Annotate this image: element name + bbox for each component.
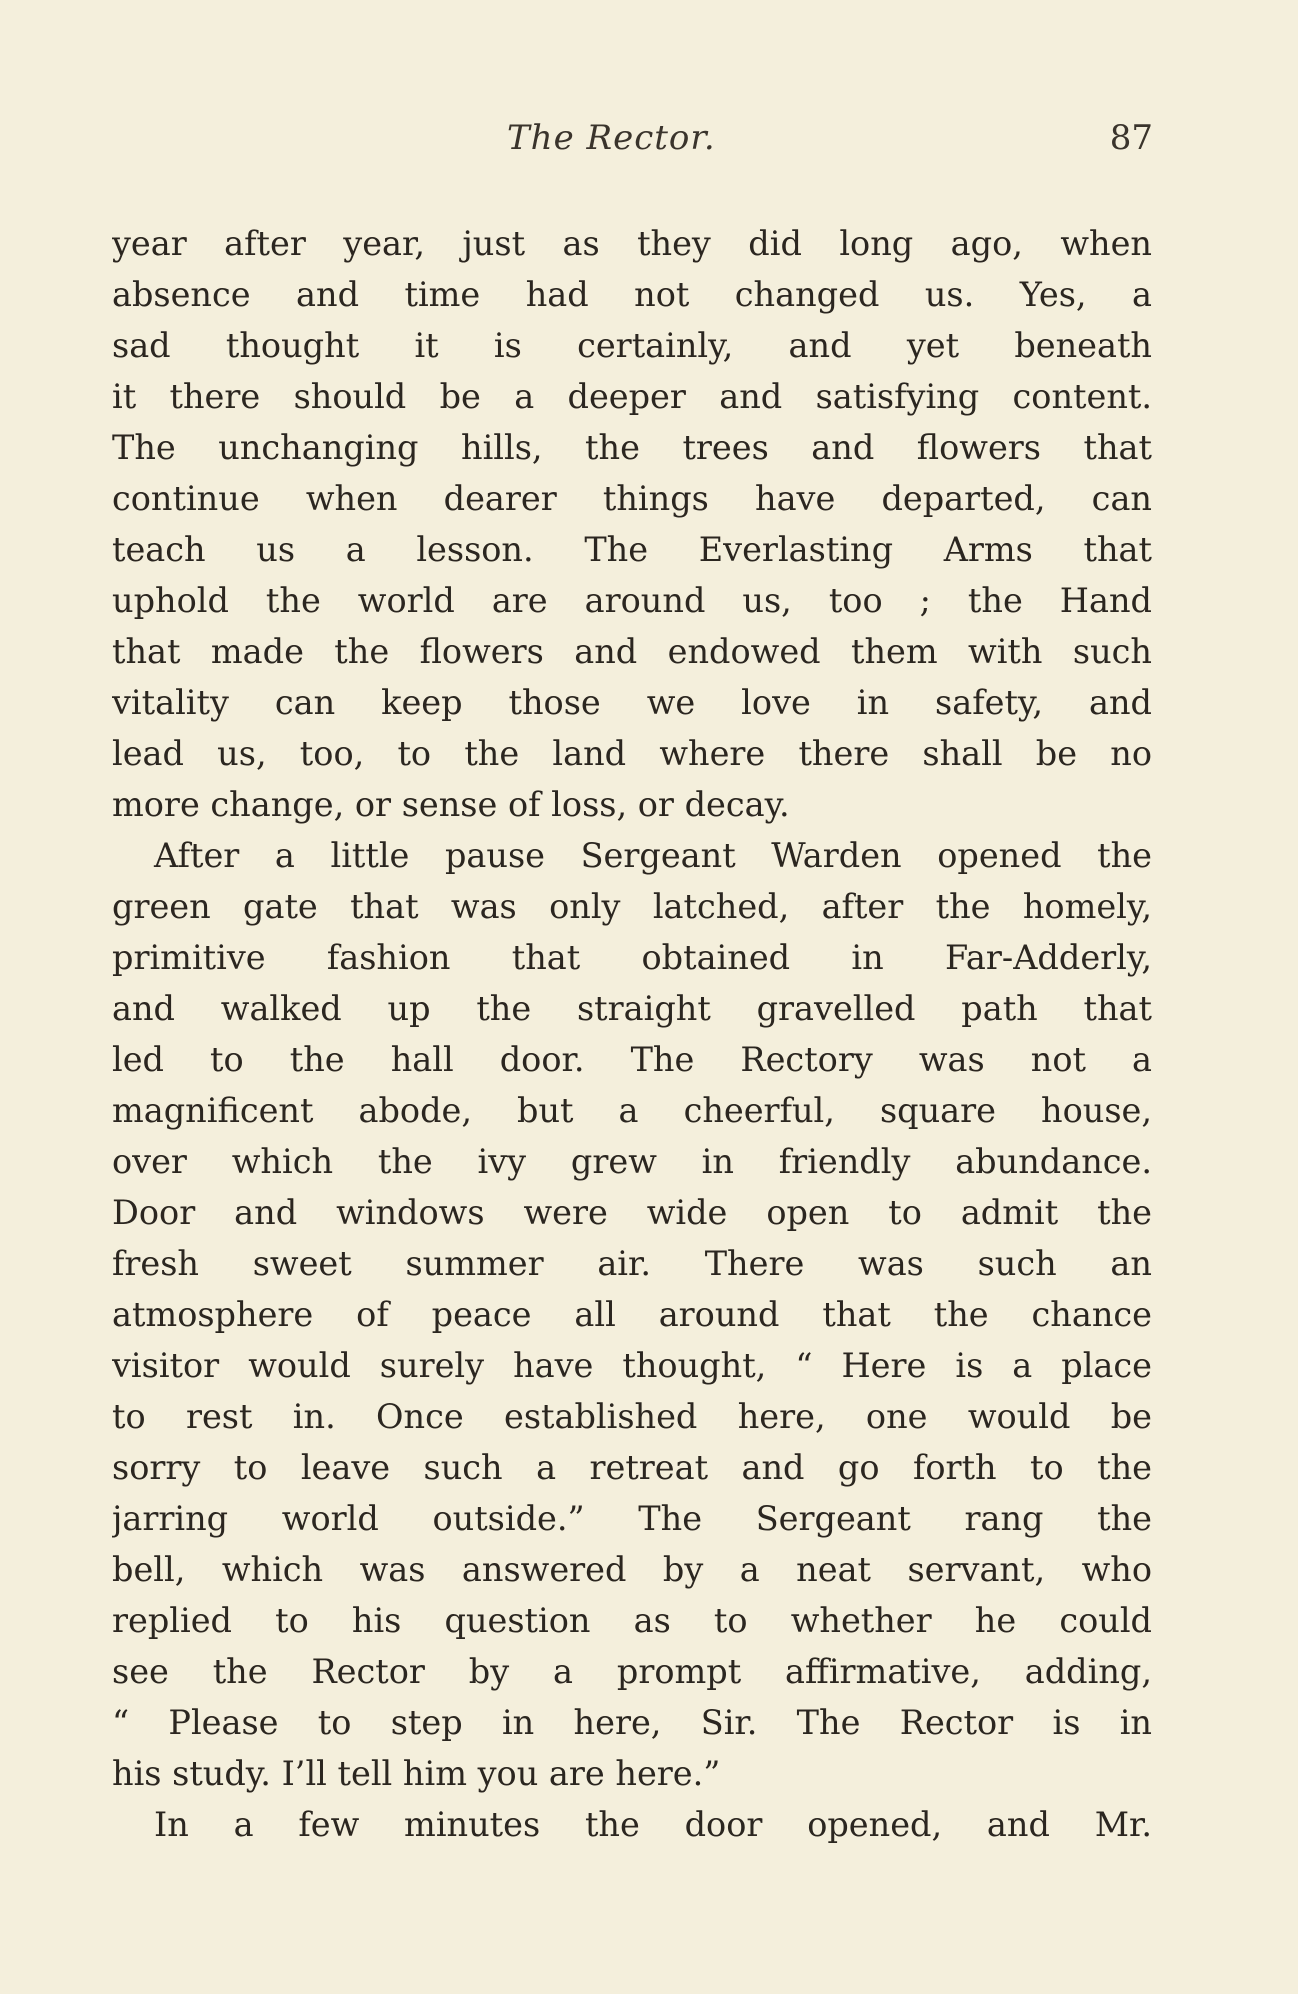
body-text <box>112 218 1152 1850</box>
text-line: magnificent abode, but a cheerful, square house, <box>112 1091 1152 1130</box>
paragraph-end-line: his study. I’ll tell him you are here.” <box>112 1754 721 1793</box>
text-line: absence and time had not changed us. Yes, a <box>112 275 1152 314</box>
text-line: bell, which was answered by a neat servant, who <box>112 1550 1152 1589</box>
text-line: teach us a lesson. The Everlasting Arms that <box>112 530 1152 569</box>
text-line: and walked up the straight gravelled path that <box>112 989 1152 1028</box>
text-line: uphold the world are around us, too ; the Hand <box>112 581 1152 620</box>
text-line: Door and windows were wide open to admit the <box>112 1193 1152 1232</box>
text-line: visitor would surely have thought, “ Here is a place <box>112 1346 1152 1385</box>
text-line: see the Rector by a prompt affirmative, adding, <box>112 1652 1152 1691</box>
paragraph-start-line: After a little pause Sergeant Warden opened the <box>154 836 1152 875</box>
text-line: sad thought it is certainly, and yet beneath <box>112 326 1152 365</box>
running-title: The Rector. <box>507 118 716 158</box>
text-line: primitive fashion that obtained in Far-Adderly, <box>112 938 1152 977</box>
text-line: atmosphere of peace all around that the chance <box>112 1295 1152 1334</box>
page-number: 87 <box>1109 118 1153 158</box>
text-line: it there should be a deeper and satisfying content. <box>112 377 1152 416</box>
text-line: to rest in. Once established here, one would be <box>112 1397 1152 1436</box>
text-line: vitality can keep those we love in safety, and <box>112 683 1152 722</box>
text-line: led to the hall door. The Rectory was not a <box>112 1040 1152 1079</box>
text-line: over which the ivy grew in friendly abundance. <box>112 1142 1152 1181</box>
text-line: lead us, too, to the land where there shall be no <box>112 734 1152 773</box>
text-line: jarring world outside.” The Sergeant rang the <box>112 1499 1152 1538</box>
text-line: continue when dearer things have departed, can <box>112 479 1152 518</box>
text-line: replied to his question as to whether he could <box>112 1601 1152 1640</box>
page-header <box>112 118 1152 168</box>
text-line: fresh sweet summer air. There was such an <box>112 1244 1152 1283</box>
text-line: that made the flowers and endowed them with such <box>112 632 1152 671</box>
text-line: The unchanging hills, the trees and flowers that <box>112 428 1152 467</box>
paragraph-start-line: In a few minutes the door opened, and Mr. <box>154 1805 1152 1844</box>
paragraph-end-line: more change, or sense of loss, or decay. <box>112 785 790 824</box>
text-line: year after year, just as they did long ago, when <box>112 224 1152 263</box>
text-line: sorry to leave such a retreat and go forth to the <box>112 1448 1152 1487</box>
text-line: “ Please to step in here, Sir. The Rector is in <box>112 1703 1152 1742</box>
text-line: green gate that was only latched, after the homely, <box>112 887 1152 926</box>
